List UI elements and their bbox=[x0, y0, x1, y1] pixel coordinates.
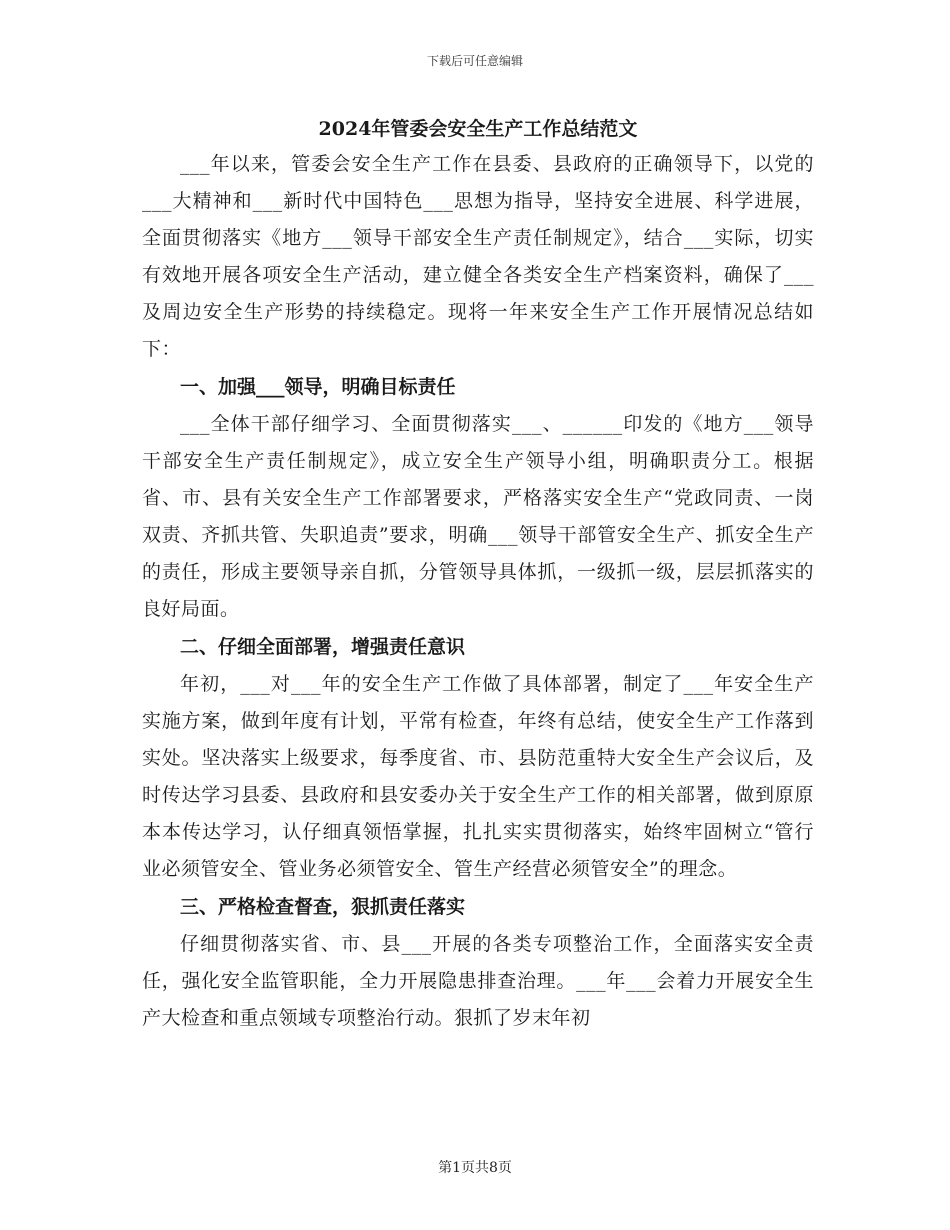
document-title: 2024年管委会安全生产工作总结范文 bbox=[318, 118, 638, 140]
intro-paragraph: ___年以来，管委会安全生产工作在县委、县政府的正确领导下，以党的___大精神和___新时代中国特色___思想为指导，坚持安全进展、科学进展，全面贯彻落实《地方___领导干部安全生产责任制规定》，结合___实际，切实有效地开展各项安全生产活动，建立健全各类安全生产档案资料，确保了___及周边安全生产形势的持续稳定。现将一年来安全生产工作开展情况总结如下： bbox=[142, 153, 814, 360]
header-note: 下载后可任意编辑 bbox=[426, 54, 523, 68]
section-heading-1: 一、加强___领导，明确目标责任 bbox=[180, 376, 456, 398]
section-body-3: 仔细贯彻落实省、市、县___开展的各类专项整治工作，全面落实安全责任，强化安全监管职能，全力开展隐患排查治理。___年___会着力开展安全生产大检查和重点领域专项整治行动。狠抓了岁末年初 bbox=[142, 933, 814, 1029]
section-heading-3: 三、严格检查督查，狠抓责任落实 bbox=[180, 896, 466, 918]
section-body-1: ___全体干部仔细学习、全面贯彻落实___、______印发的《地方___领导干部安全生产责任制规定》，成立安全生产领导小组，明确职责分工。根据省、市、县有关安全生产工作部署要求，严格落实安全生产“党政同责、一岗双责、齐抓共管、失职追责”要求，明确___领导干部管安全生产、抓安全生产的责任，形成主要领导亲自抓，分管领导具体抓，一级抓一级，层层抓落实的良好局面。 bbox=[142, 413, 814, 620]
document-body bbox=[142, 112, 814, 1037]
section-body-2: 年初，___对___年的安全生产工作做了具体部署，制定了___年安全生产实施方案，做到年度有计划，平常有检查，年终有总结，使安全生产工作落到实处。坚决落实上级要求，每季度省、市、县防范重特大安全生产会议后，及时传达学习县委、县政府和县安委办关于安全生产工作的相关部署，做到原原本本传达学习，认仔细真领悟掌握，扎扎实实贯彻落实，始终牢固树立“管行业必须管安全、管业务必须管安全、管生产经营必须管安全”的理念。 bbox=[142, 673, 814, 880]
page-footer: 第1页共8页 bbox=[438, 1160, 512, 1176]
section-heading-2: 二、仔细全面部署，增强责任意识 bbox=[180, 636, 466, 658]
